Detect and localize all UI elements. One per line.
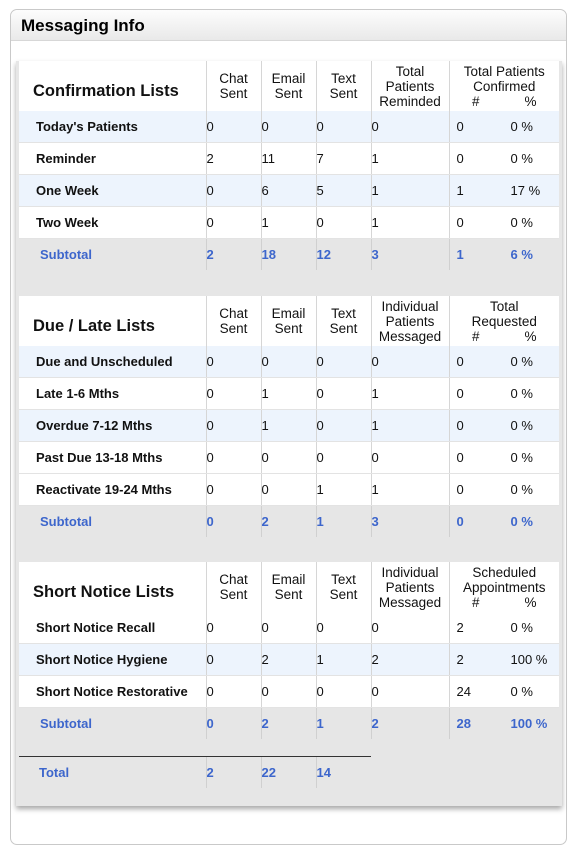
table-row[interactable]: Short Notice Recall 0 0 0 0 2 0 % <box>19 612 559 644</box>
col-individual-patients-messaged: Individual Patients Messaged <box>371 562 449 612</box>
col-individual-patients-messaged: Individual Patients Messaged <box>371 296 449 346</box>
subtotal-row: Subtotal 0 2 1 3 0 0 % <box>19 506 559 538</box>
table-row[interactable]: Due and Unscheduled 0 0 0 0 0 0 % <box>19 346 559 378</box>
col-text-sent: Text Sent <box>316 296 371 346</box>
table-row[interactable]: Overdue 7-12 Mths 0 1 0 1 0 0 % <box>19 410 559 442</box>
section-title: Short Notice Lists <box>19 562 206 612</box>
table-row[interactable]: Short Notice Restorative 0 0 0 0 24 0 % <box>19 676 559 708</box>
table-row[interactable]: One Week 0 6 5 1 1 17 % <box>19 175 559 207</box>
table-row[interactable]: Late 1-6 Mths 0 1 0 1 0 0 % <box>19 378 559 410</box>
subtotal-row: Subtotal 0 2 1 2 28 100 % <box>19 708 559 740</box>
table-row[interactable]: Two Week 0 1 0 1 0 0 % <box>19 207 559 239</box>
col-total-patients-confirmed: Total Patients Confirmed # % <box>449 61 559 111</box>
col-email-sent: Email Sent <box>261 61 316 111</box>
table-row[interactable]: Past Due 13-18 Mths 0 0 0 0 0 0 % <box>19 442 559 474</box>
col-email-sent: Email Sent <box>261 562 316 612</box>
col-scheduled-appointments: Scheduled Appointments # % <box>449 562 559 612</box>
table-row[interactable]: Short Notice Hygiene 0 2 1 2 2 100 % <box>19 644 559 676</box>
section-title: Due / Late Lists <box>19 296 206 346</box>
col-total-requested: Total Requested # % <box>449 296 559 346</box>
col-total-patients-reminded: Total Patients Reminded <box>371 61 449 111</box>
col-text-sent: Text Sent <box>316 61 371 111</box>
due-late-lists-table <box>19 296 559 537</box>
table-row[interactable]: Reminder 2 11 7 1 0 0 % <box>19 143 559 175</box>
subtotal-row: Subtotal 2 18 12 3 1 6 % <box>19 239 559 271</box>
page-title: Messaging Info <box>21 16 145 35</box>
confirmation-lists-table <box>19 61 559 270</box>
table-row[interactable]: Reactivate 19-24 Mths 0 0 1 1 0 0 % <box>19 474 559 506</box>
total-row: Total 2 22 14 <box>19 757 371 789</box>
col-chat-sent: Chat Sent <box>206 562 261 612</box>
col-text-sent: Text Sent <box>316 562 371 612</box>
messaging-stats-container <box>16 61 562 806</box>
col-email-sent: Email Sent <box>261 296 316 346</box>
grand-total-table <box>19 756 371 788</box>
col-chat-sent: Chat Sent <box>206 296 261 346</box>
table-row[interactable]: Today's Patients 0 0 0 0 0 0 % <box>19 111 559 143</box>
col-chat-sent: Chat Sent <box>206 61 261 111</box>
section-title: Confirmation Lists <box>19 61 206 111</box>
short-notice-lists-table <box>19 562 559 739</box>
